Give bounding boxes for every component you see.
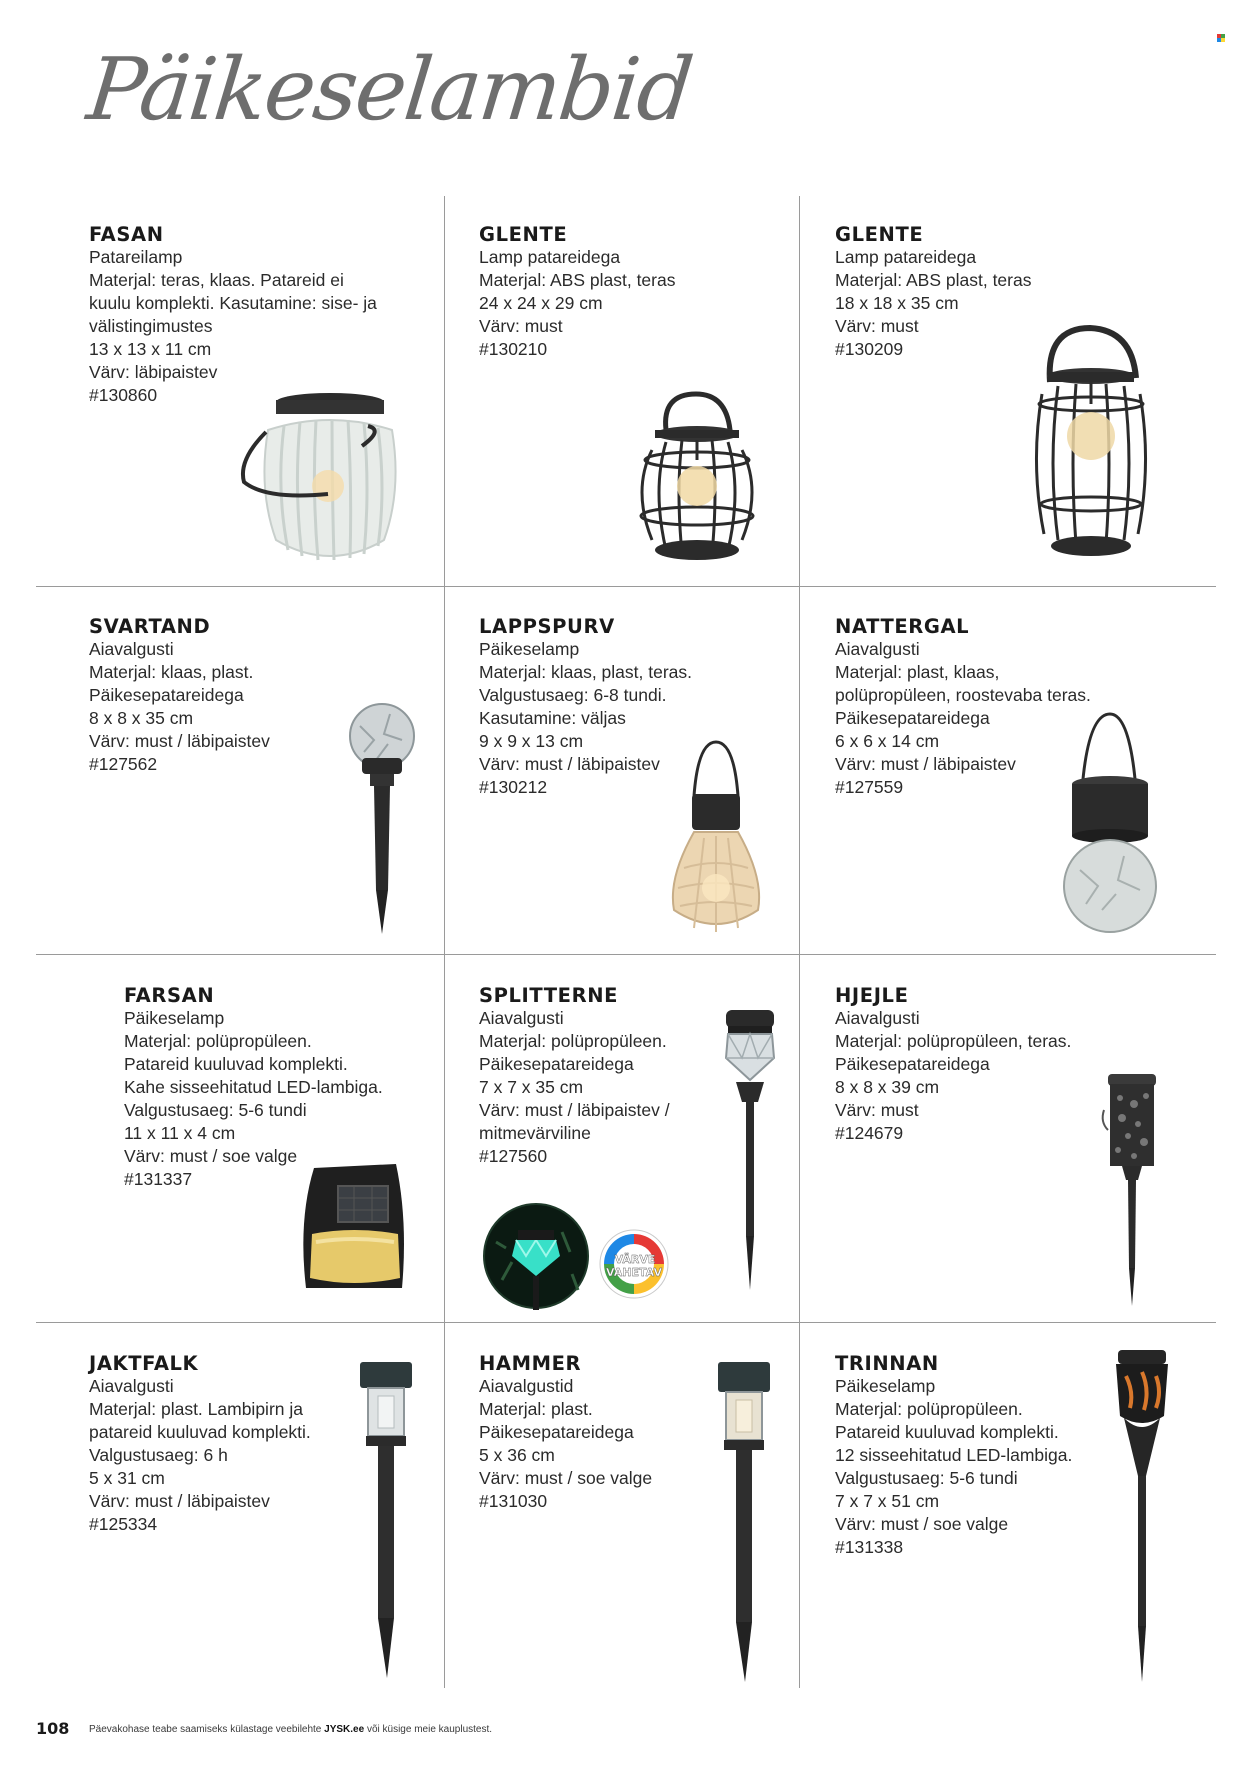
product-line: 7 x 7 x 51 cm [835,1491,940,1511]
product-line: Materjal: plast. Lambipirn ja [89,1399,303,1419]
product-line: #130212 [479,777,548,797]
glente-large-lantern-image [622,390,772,568]
product-splitterne [479,984,670,1168]
product-line: Päikeselamp [479,639,580,659]
product-line: mitmevärviline [479,1123,591,1143]
product-line: #131030 [479,1491,548,1511]
product-line: 6 x 6 x 14 cm [835,731,940,751]
product-line: patareid kuuluvad komplekti. [89,1422,311,1442]
row-divider-2 [36,954,1216,955]
product-hammer [479,1352,652,1513]
product-line: Aiavalgusti [835,639,920,659]
hjejle-stake-light-image [1098,1070,1164,1308]
glente-tall-lantern-image [1028,324,1158,568]
product-name: JAKTFALK [89,1352,199,1375]
product-name: GLENTE [835,223,924,246]
product-line: 18 x 18 x 35 cm [835,293,959,313]
product-line: Värv: must / soe valge [124,1146,298,1166]
product-line: Aiavalgusti [89,1376,174,1396]
product-line: Päikeselamp [835,1376,936,1396]
product-line: kuulu komplekti. Kasutamine: sise- ja [89,293,377,313]
badge-line2: VAHETAV [606,1266,662,1279]
product-name: NATTERGAL [835,615,970,638]
product-name: SVARTAND [89,615,211,638]
column-divider-2 [799,196,800,1688]
product-line: välistingimustes [89,316,213,336]
product-line: Päikesepatareidega [835,708,990,728]
product-line: #131338 [835,1537,904,1557]
product-line: Värv: must [835,1100,919,1120]
product-line: Valgustusaeg: 6-8 tundi. [479,685,667,705]
hammer-stake-light-image [712,1358,774,1684]
product-line: Materjal: klaas, plast. [89,662,254,682]
page-number: 108 [36,1719,70,1738]
product-line: Värv: must / läbipaistev [835,754,1016,774]
product-name: SPLITTERNE [479,984,619,1007]
product-line: Patareid kuuluvad komplekti. [835,1422,1059,1442]
product-line: Valgustusaeg: 5-6 tundi [835,1468,1018,1488]
color-registration-mark [1217,34,1226,43]
row-divider-3 [36,1322,1216,1323]
product-line: Aiavalgustid [479,1376,574,1396]
product-line: 7 x 7 x 35 cm [479,1077,584,1097]
product-trinnan [835,1352,1072,1559]
splitterne-night-photo-image [482,1202,590,1310]
product-line: Patareid kuuluvad komplekti. [124,1054,348,1074]
product-line: 9 x 9 x 13 cm [479,731,584,751]
product-line: #125334 [89,1514,158,1534]
row-divider-1 [36,586,1216,587]
product-line: Kahe sisseehitatud LED-lambiga. [124,1077,383,1097]
product-line: Materjal: plast. [479,1399,593,1419]
product-line: 5 x 31 cm [89,1468,165,1488]
product-line: Aiavalgusti [479,1008,564,1028]
page-title: Päikeselambid [82,40,697,140]
product-name: FARSAN [124,984,215,1007]
product-glente-tall [835,223,1031,361]
product-line: Valgustusaeg: 6 h [89,1445,228,1465]
product-line: Päikesepatareidega [89,685,244,705]
product-line: 12 sisseehitatud LED-lambiga. [835,1445,1073,1465]
nattergal-hanging-lamp-image [1058,710,1160,936]
product-line: Värv: must / soe valge [835,1514,1009,1534]
svartand-stake-light-image [340,700,424,936]
footer-text-before: Päevakohase teabe saamiseks külastage veebilehte [89,1724,325,1735]
product-line: Kasutamine: väljas [479,708,626,728]
product-name: FASAN [89,223,164,246]
product-line: Lamp patareidega [835,247,977,267]
product-line: Päikesepatareidega [479,1054,634,1074]
product-line: Päikesepatareidega [835,1054,990,1074]
product-line: Päikesepatareidega [479,1422,634,1442]
footer-text-after: või küsige meie kauplustest. [364,1724,493,1735]
product-line: 8 x 8 x 35 cm [89,708,194,728]
product-line: Patareilamp [89,247,183,267]
product-line: #127562 [89,754,158,774]
product-line: Päikeselamp [124,1008,225,1028]
splitterne-stake-light-image [718,1006,782,1292]
jaktfalk-stake-light-image [354,1358,416,1680]
product-line: Materjal: ABS plast, teras [835,270,1032,290]
fasan-lantern-image [236,390,416,570]
product-line: 8 x 8 x 39 cm [835,1077,940,1097]
column-divider-1 [444,196,445,1688]
product-jaktfalk [89,1352,311,1536]
product-line: Materjal: klaas, plast, teras. [479,662,692,682]
product-fasan [89,223,377,407]
product-line: #127559 [835,777,904,797]
product-line: 13 x 13 x 11 cm [89,339,212,359]
product-line: 24 x 24 x 29 cm [479,293,603,313]
product-line: Materjal: teras, klaas. Patareid ei [89,270,344,290]
product-hjejle [835,984,1071,1145]
footer-site-link[interactable]: JYSK.ee [324,1724,365,1735]
product-glente-large [479,223,675,361]
product-name: GLENTE [479,223,568,246]
trinnan-torch-light-image [1110,1346,1174,1684]
product-line: #124679 [835,1123,904,1143]
product-line: Aiavalgusti [89,639,174,659]
farsan-wall-light-image [298,1160,412,1296]
product-lappspurv [479,615,692,799]
product-line: Värv: must [835,316,919,336]
product-line: 11 x 11 x 4 cm [124,1123,236,1143]
product-line: #130860 [89,385,158,405]
product-line: #130209 [835,339,904,359]
product-line: #127560 [479,1146,548,1166]
product-name: TRINNAN [835,1352,939,1375]
product-line: Materjal: polüpropüleen. [124,1031,312,1051]
product-line: Lamp patareidega [479,247,621,267]
product-line: Värv: must / soe valge [479,1468,653,1488]
product-line: Materjal: polüpropüleen, teras. [835,1031,1072,1051]
product-line: Valgustusaeg: 5-6 tundi [124,1100,307,1120]
product-line: Värv: must / läbipaistev [89,731,270,751]
product-nattergal [835,615,1091,799]
product-line: Materjal: plast, klaas, [835,662,1000,682]
product-line: Värv: läbipaistev [89,362,218,382]
color-changing-badge-icon [598,1228,670,1300]
product-svartand [89,615,270,776]
badge-line1: VÄRVE [614,1253,656,1266]
product-line: Värv: must / läbipaistev [479,754,660,774]
lappspurv-hanging-lamp-image [664,738,768,938]
footer-note [89,1724,492,1735]
product-line: polüpropüleen, roostevaba teras. [835,685,1091,705]
product-line: #130210 [479,339,548,359]
product-line: Värv: must [479,316,563,336]
product-line: 5 x 36 cm [479,1445,555,1465]
product-line: Materjal: polüpropüleen. [479,1031,667,1051]
product-line: Värv: must / läbipaistev / [479,1100,670,1120]
product-name: HAMMER [479,1352,582,1375]
product-line: Materjal: polüpropüleen. [835,1399,1023,1419]
product-name: LAPPSPURV [479,615,615,638]
product-name: HJEJLE [835,984,909,1007]
product-line: #131337 [124,1169,193,1189]
product-line: Aiavalgusti [835,1008,920,1028]
product-line: Värv: must / läbipaistev [89,1491,270,1511]
product-line: Materjal: ABS plast, teras [479,270,676,290]
